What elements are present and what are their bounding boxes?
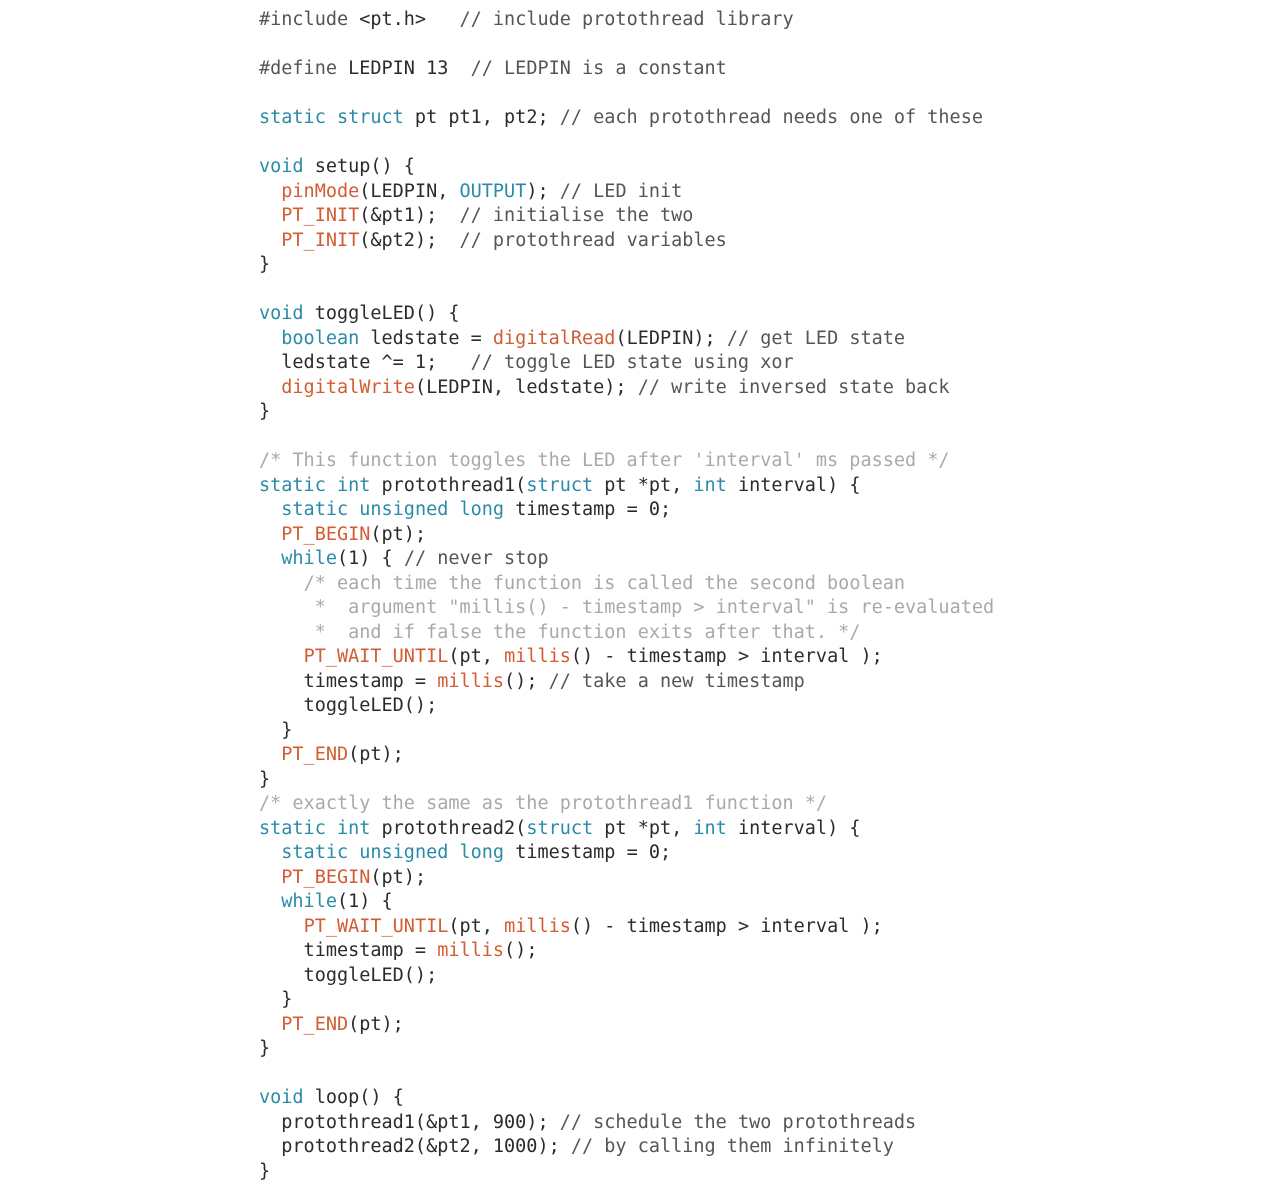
code-token-text: (); — [504, 940, 538, 961]
code-token-comment: // by calling them infinitely — [570, 1136, 894, 1157]
code-line — [259, 33, 1259, 58]
code-token-keyword: int — [336, 817, 371, 839]
code-token-text: toggleLED(); — [259, 964, 438, 986]
code-token-keyword: void — [259, 303, 304, 324]
code-token-text — [259, 842, 281, 863]
code-line — [259, 253, 1259, 278]
code-line — [259, 572, 1259, 597]
code-line — [259, 915, 1259, 940]
code-token-comment: // write inversed state back — [637, 376, 950, 398]
code-token-keyword: unsigned — [359, 842, 449, 863]
code-token-text — [448, 842, 459, 863]
code-token-text: protothread1(&pt1, 900); — [259, 1111, 560, 1133]
code-token-function: PT_INIT — [281, 229, 360, 251]
code-line — [259, 57, 1259, 82]
code-token-text: LEDPIN 13 — [336, 58, 471, 79]
code-token-text — [326, 107, 337, 128]
code-token-comment: // take a new timestamp — [548, 670, 805, 692]
code-listing — [259, 8, 1259, 1184]
code-line — [259, 988, 1259, 1013]
code-token-text — [259, 181, 281, 202]
code-line — [259, 180, 1259, 205]
code-token-text: (pt); — [348, 744, 404, 765]
code-line — [259, 229, 1259, 254]
code-line — [259, 1037, 1259, 1062]
code-token-text: (LEDPIN); — [615, 327, 727, 349]
code-token-comment: // LED init — [559, 180, 683, 202]
code-token-text: (1) { — [336, 891, 393, 912]
code-token-text: (&pt1); — [359, 205, 460, 226]
code-token-text: () - timestamp > interval ); — [570, 915, 883, 937]
code-line — [259, 327, 1259, 352]
code-token-blockcomment: /* each time the function is called the second boolean — [303, 572, 906, 594]
code-line — [259, 866, 1259, 891]
code-token-text — [259, 205, 281, 226]
code-line — [259, 670, 1259, 695]
code-token-text: ledstate ^= 1; — [259, 352, 471, 373]
code-token-function: pinMode — [281, 180, 360, 202]
code-line — [259, 817, 1259, 842]
code-token-text: pt *pt, — [593, 474, 694, 496]
code-token-function: millis — [504, 646, 571, 667]
code-token-text — [259, 646, 304, 667]
code-token-keyword: struct — [526, 817, 594, 839]
code-line — [259, 1111, 1259, 1136]
code-line — [259, 719, 1259, 744]
code-token-function: millis — [437, 940, 505, 961]
code-token-preprocessor: #define — [259, 58, 337, 79]
code-token-keyword: static — [281, 842, 349, 863]
code-line — [259, 449, 1259, 474]
code-token-keyword: static — [259, 107, 326, 128]
code-token-text: (LEDPIN, ledstate); — [414, 376, 638, 398]
code-token-text: toggleLED() { — [303, 303, 460, 324]
code-line — [259, 400, 1259, 425]
code-token-text: (LEDPIN, — [359, 180, 460, 202]
code-token-text: } — [259, 1038, 271, 1059]
code-token-function: millis — [504, 915, 571, 937]
code-token-text — [259, 891, 281, 912]
code-line — [259, 155, 1259, 180]
code-line — [259, 792, 1259, 817]
code-line — [259, 621, 1259, 646]
code-line — [259, 376, 1259, 401]
code-line — [259, 204, 1259, 229]
code-token-text: () - timestamp > interval ); — [570, 646, 883, 667]
code-token-comment: // each protothread needs one of these — [559, 107, 983, 128]
code-token-text — [326, 818, 337, 839]
code-line — [259, 1135, 1259, 1160]
code-token-comment: // LEDPIN is a constant — [470, 58, 727, 79]
code-token-keyword: struct — [336, 107, 404, 128]
code-token-keyword: while — [281, 548, 337, 569]
code-token-keyword: static — [281, 499, 349, 520]
code-token-comment: // include protothread library — [459, 9, 794, 30]
code-token-text: (pt); — [348, 1013, 404, 1035]
code-token-text — [259, 230, 281, 251]
code-line — [259, 351, 1259, 376]
code-line — [259, 1062, 1259, 1087]
code-token-function: digitalRead — [492, 327, 616, 349]
code-token-text: (1) { — [336, 548, 404, 569]
code-token-text — [348, 842, 359, 863]
code-token-text: (pt, — [448, 915, 505, 937]
code-token-text — [259, 597, 304, 618]
code-token-keyword: long — [459, 842, 505, 863]
code-line — [259, 474, 1259, 499]
code-token-text: <pt.h> — [348, 9, 460, 30]
code-token-function: PT_END — [281, 744, 349, 765]
code-token-text — [259, 499, 281, 520]
code-line — [259, 302, 1259, 327]
code-line — [259, 694, 1259, 719]
code-token-comment: // initialise the two — [459, 205, 694, 226]
code-token-keyword: static — [259, 817, 326, 839]
code-line — [259, 131, 1259, 156]
code-token-function: PT_BEGIN — [281, 866, 371, 888]
code-token-blockcomment: /* This function toggles the LED after 'interval' ms passed */ — [259, 450, 950, 471]
code-token-text: (pt, — [448, 646, 505, 667]
code-token-text: setup() { — [303, 156, 415, 177]
code-token-text — [259, 573, 304, 594]
code-token-function: PT_WAIT_UNTIL — [303, 646, 449, 667]
code-token-text: loop() { — [303, 1087, 404, 1108]
code-line — [259, 743, 1259, 768]
code-token-text: pt pt1, pt2; — [403, 107, 560, 128]
code-token-function: PT_INIT — [281, 205, 360, 226]
code-token-blockcomment: * argument "millis() - timestamp > interval" is re-evaluated — [303, 597, 995, 618]
code-token-text: toggleLED(); — [259, 695, 438, 716]
code-token-text: (pt); — [370, 523, 427, 545]
code-line — [259, 547, 1259, 572]
code-token-text: (); — [504, 670, 549, 692]
code-line — [259, 645, 1259, 670]
code-token-blockcomment: /* exactly the same as the protothread1 function */ — [259, 793, 828, 814]
code-line — [259, 964, 1259, 989]
code-line — [259, 768, 1259, 793]
code-token-keyword: struct — [526, 474, 594, 496]
code-line — [259, 890, 1259, 915]
code-token-comment: // get LED state — [726, 327, 906, 349]
code-token-text: ); — [526, 180, 560, 202]
code-token-function: millis — [437, 670, 505, 692]
code-token-keyword: boolean — [281, 327, 360, 349]
code-token-text: protothread2( — [370, 817, 527, 839]
code-line — [259, 498, 1259, 523]
code-token-function: PT_END — [281, 1013, 349, 1035]
code-token-text: pt *pt, — [593, 817, 694, 839]
code-line — [259, 82, 1259, 107]
code-token-comment: // toggle LED state using xor — [470, 352, 794, 373]
code-token-keyword: int — [336, 474, 371, 496]
code-token-text: } — [259, 254, 271, 275]
code-token-text — [259, 622, 304, 643]
code-token-text: interval) { — [726, 474, 861, 496]
code-token-keyword: void — [259, 156, 304, 177]
code-token-constant: OUTPUT — [459, 180, 527, 202]
code-token-text — [259, 744, 281, 765]
code-token-text — [259, 328, 281, 349]
code-token-text: interval) { — [726, 817, 861, 839]
code-line — [259, 1160, 1259, 1185]
code-token-text — [326, 475, 337, 496]
code-token-text: } — [259, 401, 271, 422]
code-token-text — [259, 1014, 281, 1035]
code-token-function: PT_WAIT_UNTIL — [303, 915, 449, 937]
code-token-text: timestamp = 0; — [504, 842, 672, 863]
code-token-text: } — [259, 719, 293, 741]
code-token-text: } — [259, 768, 271, 790]
code-token-text — [448, 499, 459, 520]
code-token-preprocessor: #include — [259, 9, 349, 30]
code-token-comment: // protothread variables — [459, 229, 727, 251]
code-line — [259, 596, 1259, 621]
code-token-blockcomment: * and if false the function exits after that. */ — [303, 621, 861, 643]
code-token-text: } — [259, 1160, 271, 1182]
code-token-keyword: int — [693, 817, 727, 839]
code-token-function: digitalWrite — [281, 376, 415, 398]
code-token-text: (&pt2); — [359, 229, 460, 251]
code-token-text: protothread1( — [370, 474, 527, 496]
code-token-text: (pt); — [370, 866, 427, 888]
code-token-text — [259, 548, 281, 569]
code-token-keyword: int — [693, 474, 727, 496]
code-token-text — [259, 867, 281, 888]
code-token-keyword: long — [459, 499, 505, 520]
code-token-keyword: unsigned — [359, 499, 449, 520]
code-token-text — [259, 524, 281, 545]
code-token-keyword: static — [259, 474, 326, 496]
code-line — [259, 841, 1259, 866]
code-token-text: } — [259, 989, 293, 1010]
code-line — [259, 278, 1259, 303]
code-token-text — [348, 499, 359, 520]
code-token-text — [259, 377, 281, 398]
code-token-text: timestamp = 0; — [504, 499, 672, 520]
code-token-keyword: while — [281, 891, 337, 912]
code-line — [259, 425, 1259, 450]
code-token-keyword: void — [259, 1087, 304, 1108]
code-token-function: PT_BEGIN — [281, 523, 371, 545]
code-token-comment: // schedule the two protothreads — [559, 1111, 917, 1133]
code-token-text — [259, 916, 304, 937]
code-line — [259, 8, 1259, 33]
code-token-text: timestamp = — [259, 940, 438, 961]
code-token-text: timestamp = — [259, 670, 438, 692]
code-token-text: ledstate = — [359, 327, 493, 349]
code-line — [259, 1013, 1259, 1038]
code-line — [259, 1086, 1259, 1111]
code-line — [259, 939, 1259, 964]
code-token-comment: // never stop — [403, 548, 549, 569]
code-line — [259, 106, 1259, 131]
code-line — [259, 523, 1259, 548]
code-token-text: protothread2(&pt2, 1000); — [259, 1136, 571, 1157]
